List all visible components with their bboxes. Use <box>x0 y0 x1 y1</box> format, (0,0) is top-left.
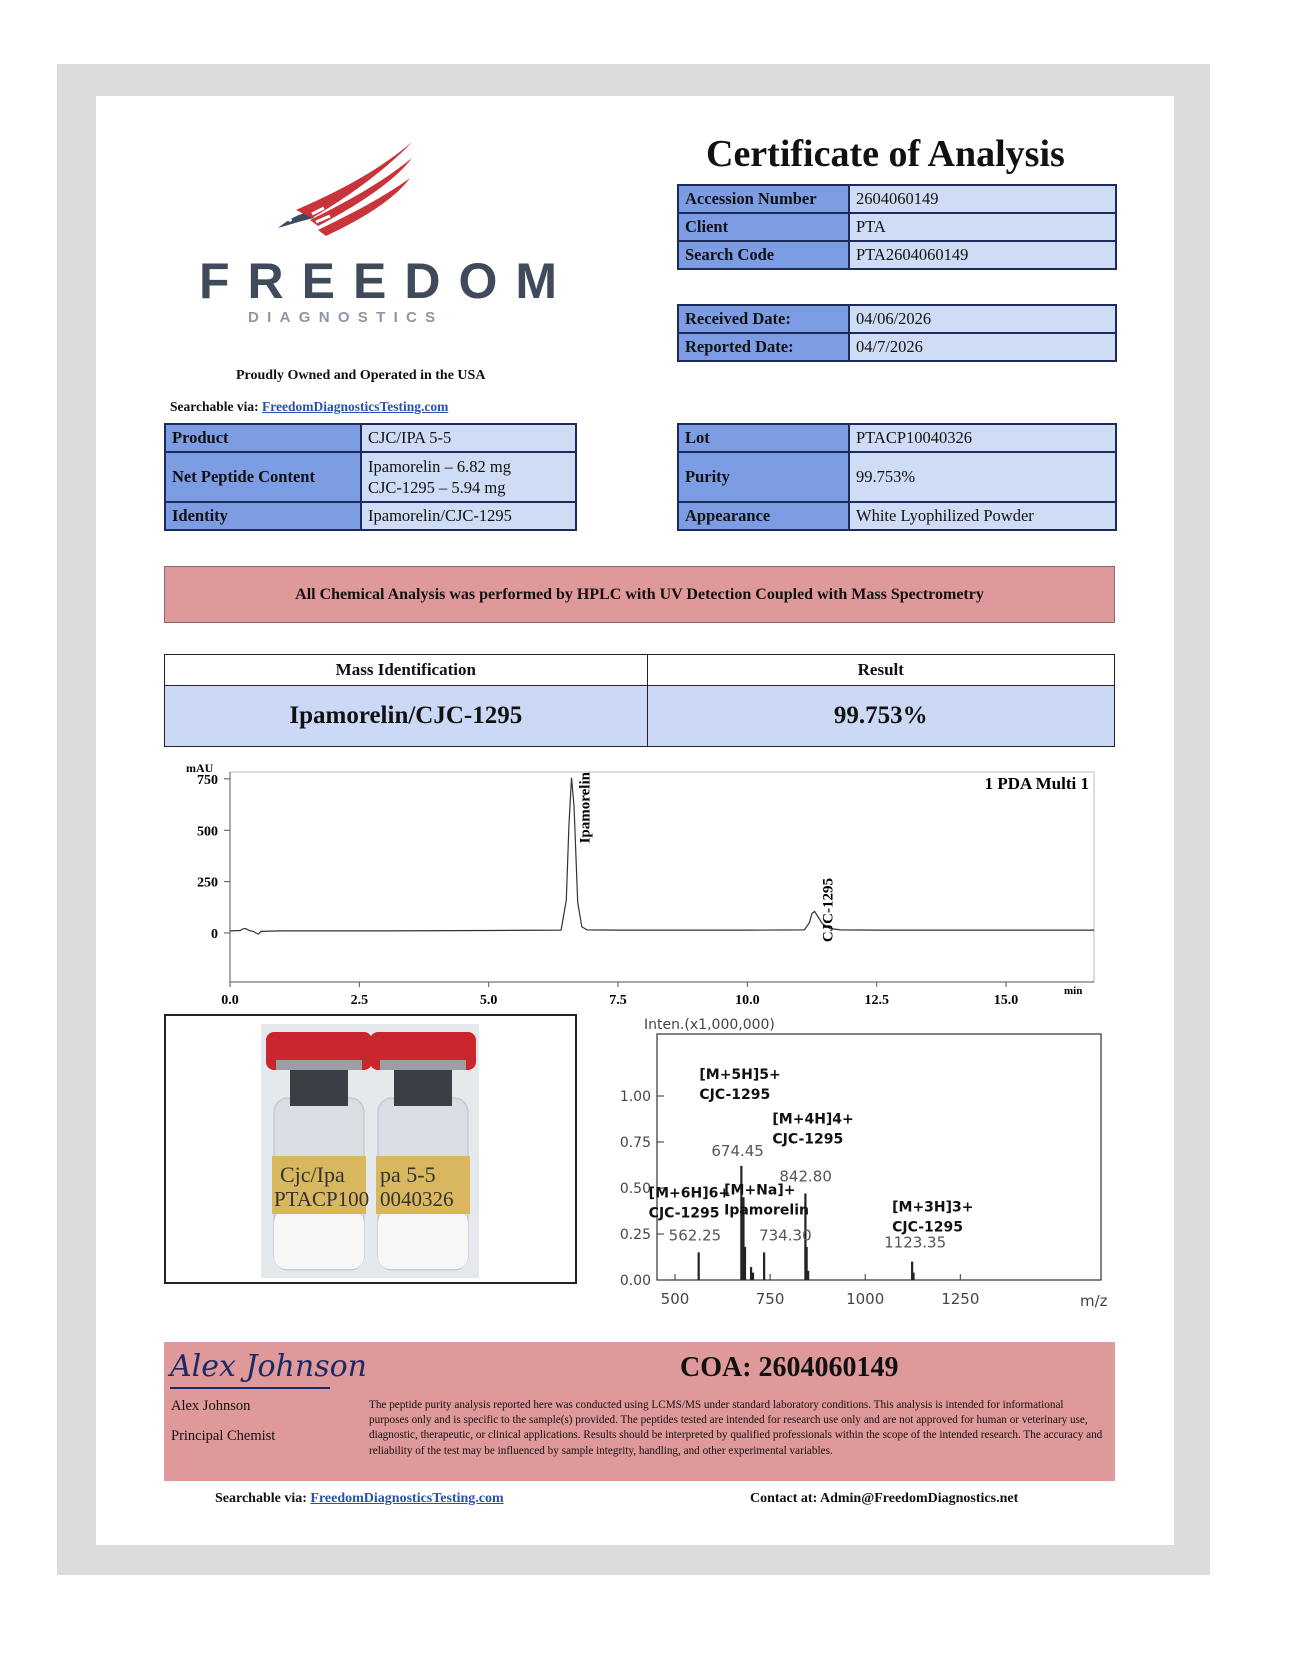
x-tick-label: 1250 <box>941 1290 980 1308</box>
searchable-line-footer <box>215 1491 504 1507</box>
mz-value-label: 562.25 <box>668 1226 722 1245</box>
searchable-label: Searchable via: <box>170 399 262 414</box>
ion-label: CJC-1295 <box>648 1205 720 1222</box>
mz-value-label: 734.30 <box>759 1226 812 1245</box>
y-tick-label: 0.75 <box>619 1135 651 1151</box>
table-row <box>678 424 1116 452</box>
purity-value: 99.753% <box>849 452 1116 502</box>
x-tick-label: 2.5 <box>350 993 369 1008</box>
signature: Alex Johnson <box>170 1349 367 1384</box>
accession-table <box>677 184 1117 270</box>
identity-value: Ipamorelin/CJC-1295 <box>361 502 576 530</box>
ion-label: CJC-1295 <box>772 1131 844 1148</box>
disclaimer-text: The peptide purity analysis reported here was conducted using LCMS/MS under standard laboratory conditions. This analysis is intended for informational purposes only and is specific to the sample(s) provided. The peptides tested are intended for research use only and are not approved for human or veterinary use, diagnostic, therapeutic, or clinical applications. Results should be interpreted by qualified professionals within the scope of the intended research. The accuracy and reliability of the test may be influenced by sample integrity, handling, and other experimental variables. <box>369 1399 1103 1457</box>
y-tick-label: 0.50 <box>619 1181 651 1197</box>
net-peptide-content-key: Net Peptide Content <box>165 452 361 502</box>
result-value: 99.753% <box>647 686 1114 747</box>
product-value: CJC/IPA 5-5 <box>361 424 576 452</box>
lot-value: PTACP10040326 <box>849 424 1116 452</box>
ion-label: [M+5H]5+ <box>699 1066 781 1083</box>
searchable-line-top <box>170 399 448 415</box>
result-header: Result <box>647 655 1114 686</box>
reported-date-value: 04/7/2026 <box>849 333 1116 361</box>
analysis-method-banner: All Chemical Analysis was performed by HPLC with UV Detection Coupled with Mass Spectrometry <box>164 566 1115 623</box>
search-code-value: PTA2604060149 <box>849 241 1116 269</box>
table-row <box>678 241 1116 269</box>
product-key: Product <box>165 424 361 452</box>
accession-number-key: Accession Number <box>678 185 849 213</box>
x-axis-label: min <box>1064 985 1083 997</box>
mass-spectrum <box>600 1010 1115 1310</box>
chromatogram-trace <box>230 778 1094 934</box>
vial-label-text: Cjc/Ipa <box>280 1162 345 1187</box>
client-key: Client <box>678 213 849 241</box>
ion-label: [M+3H]3+ <box>892 1199 974 1216</box>
x-tick-label: 5.0 <box>479 993 498 1008</box>
appearance-key: Appearance <box>678 502 849 530</box>
identity-key: Identity <box>165 502 361 530</box>
product-table <box>164 423 577 531</box>
mass-identification-table <box>164 654 1115 747</box>
table-row <box>165 452 576 502</box>
brand-wordmark: FREEDOM <box>199 253 575 309</box>
x-tick-label: 750 <box>755 1290 785 1308</box>
ion-label: [M+6H]6+ <box>648 1185 731 1202</box>
y-tick-label: 1.00 <box>619 1089 651 1105</box>
x-axis-label: m/z <box>1080 1292 1108 1310</box>
reported-date-key: Reported Date: <box>678 333 849 361</box>
content-line: CJC-1295 – 5.94 mg <box>368 478 506 497</box>
received-date-key: Received Date: <box>678 305 849 333</box>
vial-photo-frame <box>164 1014 577 1284</box>
lot-table <box>677 423 1117 531</box>
searchable-link[interactable]: FreedomDiagnosticsTesting.com <box>262 399 449 414</box>
table-row <box>678 502 1116 530</box>
ion-label: [M+Na]+ <box>724 1182 796 1199</box>
y-tick-label: 750 <box>197 772 218 788</box>
x-tick-label: 15.0 <box>993 993 1019 1008</box>
x-tick-label: 12.5 <box>864 993 889 1008</box>
table-row <box>678 452 1116 502</box>
page-title: Certificate of Analysis <box>706 133 1065 175</box>
received-date-value: 04/06/2026 <box>849 305 1116 333</box>
brand-tagline: Proudly Owned and Operated in the USA <box>236 368 486 383</box>
x-tick-label: 10.0 <box>735 993 760 1008</box>
dates-table <box>677 304 1117 362</box>
x-tick-label: 0.0 <box>221 993 239 1008</box>
vial-left-icon <box>266 1032 372 1270</box>
table-row <box>165 655 1115 686</box>
table-row <box>678 305 1116 333</box>
y-tick-label: 0 <box>211 927 218 942</box>
ion-label: [M+4H]4+ <box>772 1111 854 1128</box>
chemist-title: Principal Chemist <box>171 1428 276 1444</box>
vial-label-text: PTACP100 <box>274 1187 370 1211</box>
chemist-name: Alex Johnson <box>171 1398 251 1414</box>
appearance-value: White Lyophilized Powder <box>849 502 1116 530</box>
vial-photo <box>166 1016 575 1282</box>
accession-number-value: 2604060149 <box>849 185 1116 213</box>
x-tick-label: 500 <box>660 1290 690 1308</box>
table-row <box>678 185 1116 213</box>
chart-title: Inten.(x1,000,000) <box>644 1017 775 1033</box>
ion-label: CJC-1295 <box>892 1219 963 1236</box>
y-tick-label: 0.25 <box>619 1227 651 1243</box>
table-row <box>165 424 576 452</box>
x-tick-label: 1000 <box>846 1290 885 1308</box>
ion-label: CJC-1295 <box>699 1086 771 1103</box>
searchable-label: Searchable via: <box>215 1491 311 1506</box>
mass-identification-value: Ipamorelin/CJC-1295 <box>165 686 648 747</box>
signature-underline <box>170 1387 330 1389</box>
y-tick-label: 250 <box>197 875 218 891</box>
y-tick-label: 0.00 <box>619 1273 651 1289</box>
peak-label: CJC-1295 <box>820 878 837 943</box>
lot-key: Lot <box>678 424 849 452</box>
y-tick-label: 500 <box>197 824 218 840</box>
client-value: PTA <box>849 213 1116 241</box>
y-axis-label: mAU <box>186 761 214 775</box>
search-code-key: Search Code <box>678 241 849 269</box>
x-tick-label: 7.5 <box>609 993 627 1008</box>
mass-identification-header: Mass Identification <box>165 655 648 686</box>
content-line: Ipamorelin – 6.82 mg <box>368 457 511 476</box>
ion-label: Ipamorelin <box>724 1202 809 1219</box>
peak-label: Ipamorelin <box>577 772 594 844</box>
table-row <box>165 502 576 530</box>
coa-number: COA: 2604060149 <box>680 1352 899 1383</box>
brand-subtitle: DIAGNOSTICS <box>248 309 444 326</box>
searchable-link[interactable]: FreedomDiagnosticsTesting.com <box>310 1491 504 1506</box>
net-peptide-content-value <box>361 452 576 502</box>
contact-line: Contact at: Admin@FreedomDiagnostics.net <box>750 1491 1019 1506</box>
eagle-logo-icon <box>200 138 420 243</box>
vial-right-icon <box>370 1032 476 1270</box>
vial-label-text: 0040326 <box>380 1187 454 1211</box>
table-row <box>165 686 1115 747</box>
vial-label-text: pa 5-5 <box>380 1162 436 1187</box>
table-row <box>678 213 1116 241</box>
table-row <box>678 333 1116 361</box>
mz-value-label: 1123.35 <box>884 1233 947 1252</box>
purity-key: Purity <box>678 452 849 502</box>
mz-value-label: 674.45 <box>711 1141 764 1160</box>
hplc-chromatogram <box>164 760 1114 1010</box>
chart-title: 1 PDA Multi 1 <box>984 774 1089 793</box>
mz-value-label: 842.80 <box>779 1167 832 1186</box>
